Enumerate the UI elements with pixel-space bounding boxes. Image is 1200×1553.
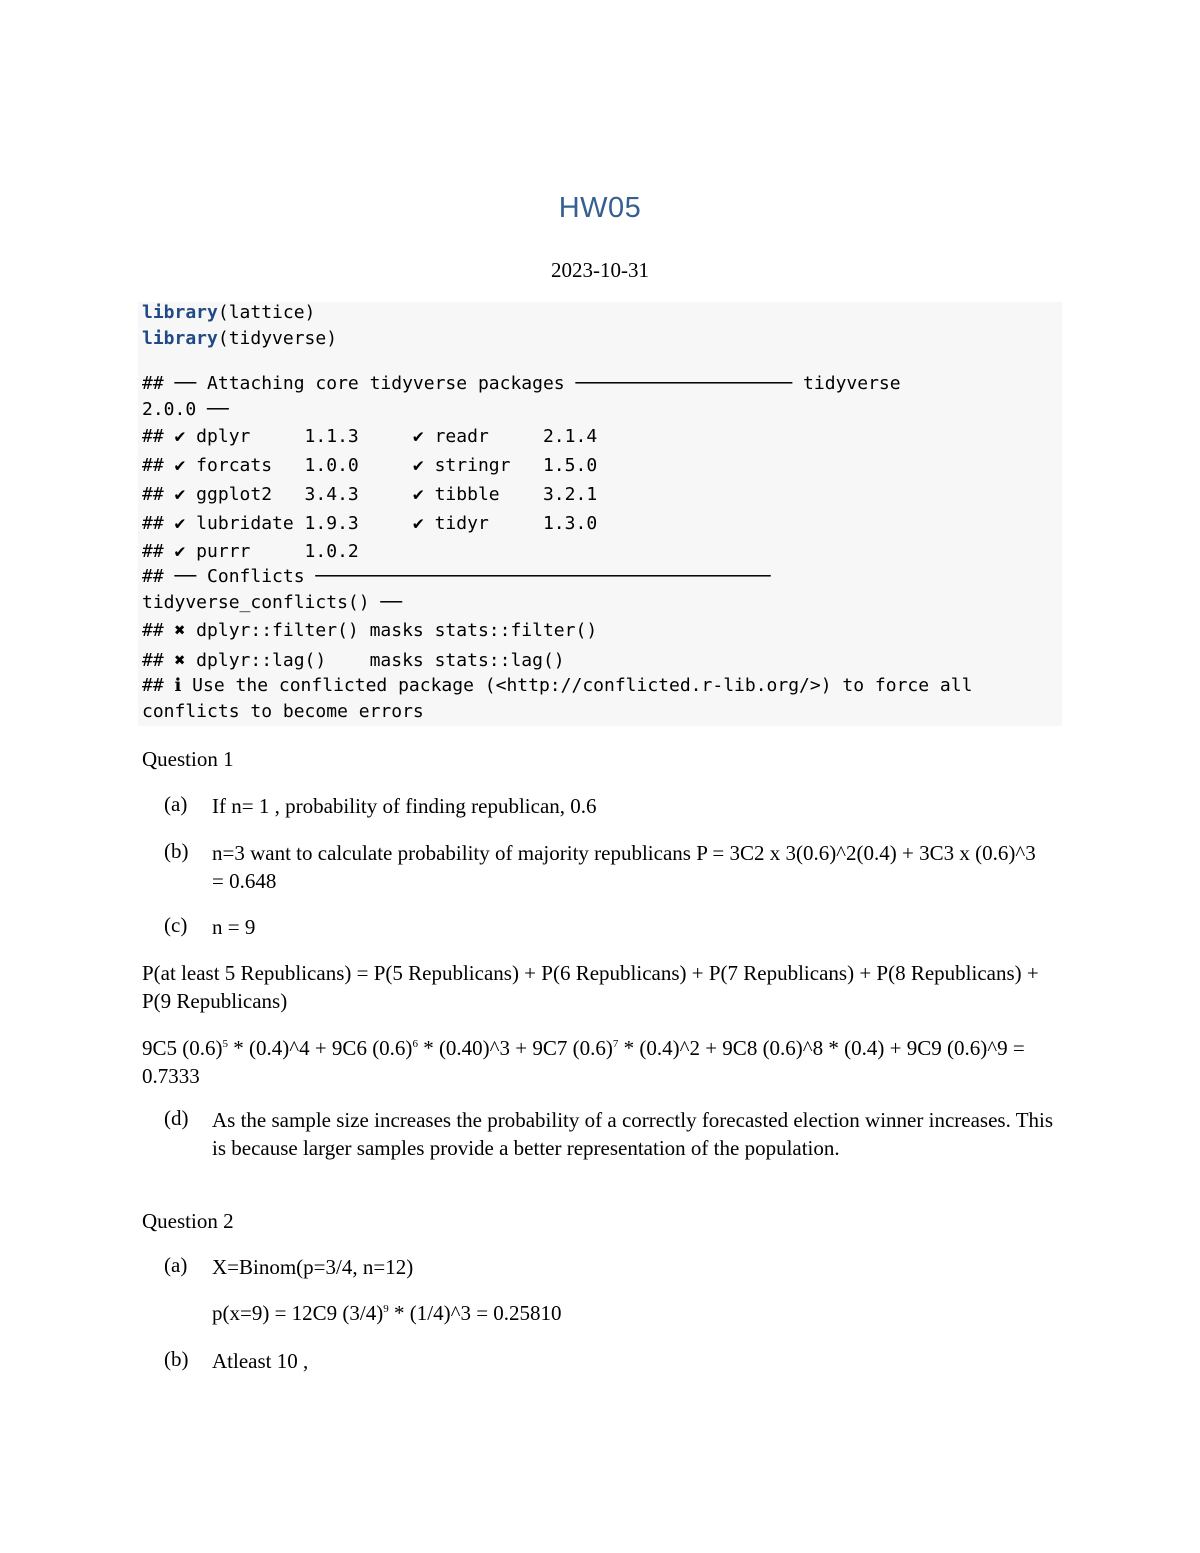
code-argument: (lattice) xyxy=(217,302,316,323)
page-title: HW05 xyxy=(558,192,642,224)
calc-part: * (0.4)^4 + 9C6 (0.6) xyxy=(228,1036,413,1060)
code-output-line: ## ✔ forcats 1.0.0 ✔ stringr 1.5.0 xyxy=(142,455,598,476)
code-input-line xyxy=(142,328,337,349)
question-1c-label: (c) xyxy=(164,913,188,937)
code-output-line: ## ✔ ggplot2 3.4.3 ✔ tibble 3.2.1 xyxy=(142,484,598,505)
code-output-line: tidyverse_conflicts() ── xyxy=(142,592,403,613)
code-output-line: ## ✔ dplyr 1.1.3 ✔ readr 2.1.4 xyxy=(142,426,598,447)
question-1-probability-expression: P(at least 5 Republicans) = P(5 Republicans) + P(6 Republicans) + P(7 Republicans) + P(8 Republicans) + P(9 Republicans) xyxy=(142,961,1039,1013)
code-output-line: ## ✖ dplyr::lag() masks stats::lag() xyxy=(142,650,565,671)
calc-part: * (0.40)^3 + 9C7 (0.6) xyxy=(417,1036,613,1060)
question-1d-label: (d) xyxy=(164,1106,189,1130)
document-date: 2023-10-31 xyxy=(551,258,649,282)
calc-part: 9C5 (0.6) xyxy=(142,1036,223,1060)
calc-exponent: 6 xyxy=(412,1038,418,1050)
calc-exponent: 9 xyxy=(383,1303,389,1315)
calc-exponent: 5 xyxy=(222,1038,228,1050)
question-1a-label: (a) xyxy=(164,792,188,816)
code-output-line: ## ✔ purrr 1.0.2 xyxy=(142,541,359,562)
code-output-line: ## ── Conflicts ────────────────────────────────────────── xyxy=(142,566,771,587)
question-1a-text: If n= 1 , probability of finding republican, 0.6 xyxy=(212,794,597,818)
question-1b-text: n=3 want to calculate probability of majority republicans P = 3C2 x 3(0.6)^2(0.4) + 3C3 x (0.6)^3 = 0.648 xyxy=(212,841,1036,893)
question-2b-label: (b) xyxy=(164,1347,189,1371)
code-output-line: 2.0.0 ── xyxy=(142,399,229,420)
code-output-line: ## ✖ dplyr::filter() masks stats::filter() xyxy=(142,620,598,641)
question-1b-label: (b) xyxy=(164,839,189,863)
calc-part: * (1/4)^3 = 0.25810 xyxy=(388,1301,562,1325)
code-keyword: library xyxy=(142,302,218,323)
code-argument: (tidyverse) xyxy=(217,328,338,349)
question-1d-text: As the sample size increases the probability of a correctly forecasted election winner increases. This is because larger samples provide a better representation of the population. xyxy=(212,1108,1054,1160)
question-1c-text: n = 9 xyxy=(212,915,256,939)
question-2-heading: Question 2 xyxy=(142,1209,234,1233)
question-1-calculation xyxy=(142,1034,1042,1090)
question-2a-label: (a) xyxy=(164,1253,188,1277)
question-1-heading: Question 1 xyxy=(142,747,234,771)
question-2a-text: X=Binom(p=3/4, n=12) xyxy=(212,1255,414,1279)
question-2b-text: Atleast 10 , xyxy=(212,1349,309,1373)
code-output-line: ## ℹ Use the conflicted package (<http://conflicted.r-lib.org/>) to force all xyxy=(142,675,973,696)
code-input-line xyxy=(142,302,315,323)
code-output-line: ## ✔ lubridate 1.9.3 ✔ tidyr 1.3.0 xyxy=(142,513,598,534)
question-2a-calculation xyxy=(212,1299,1062,1327)
calc-part: p(x=9) = 12C9 (3/4) xyxy=(212,1301,384,1325)
code-keyword: library xyxy=(142,328,218,349)
code-output-line: ## ── Attaching core tidyverse packages ──────────────────── tidyverse xyxy=(142,373,901,394)
calc-exponent: 7 xyxy=(612,1038,619,1050)
calc-part: * (0.4)^2 + 9C8 (0.6)^8 * (0.4) + 9C9 (0.6)^9 = 0.7333 xyxy=(142,1036,1025,1088)
code-output-line: conflicts to become errors xyxy=(142,701,424,722)
